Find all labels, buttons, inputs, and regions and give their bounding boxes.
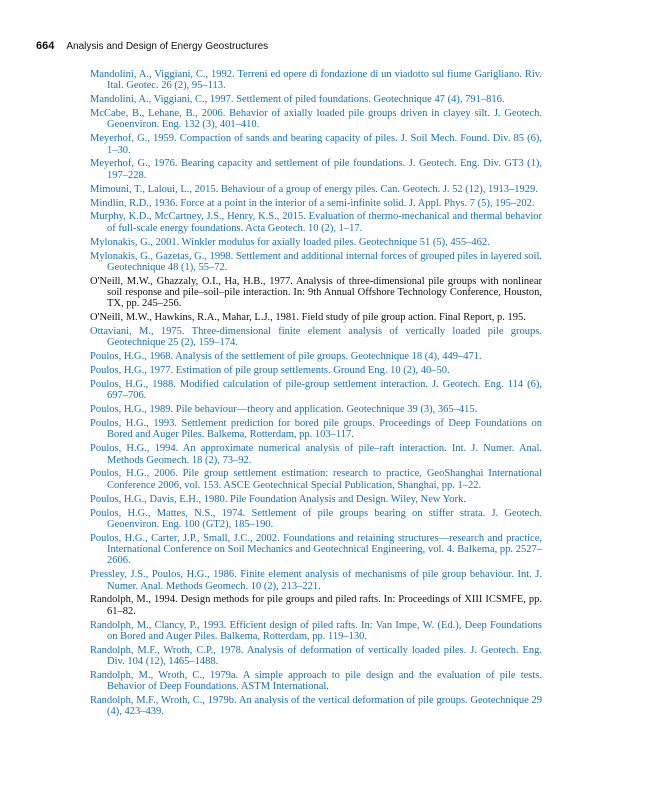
- reference-entry[interactable]: Mylonakis, G., Gazetas, G., 1998. Settlement and additional internal forces of grouped piles in layered soil. Geotechnique 48 (1), 55–72.: [90, 250, 542, 273]
- reference-entry: O'Neill, M.W., Hawkins, R.A., Mahar, L.J., 1981. Field study of pile group action. Final Report, p. 195.: [90, 312, 526, 324]
- reference-entry[interactable]: Poulos, H.G., Mattes, N.S., 1974. Settlement of pile groups bearing on stiffer strata. J. Geotech. Geoenviron. Eng. 100 (GT2), 185–190.: [90, 507, 542, 530]
- reference-entry[interactable]: Ottaviani, M., 1975. Three-dimensional finite element analysis of vertically loaded pile groups. Geotechnique 25 (2), 159–174.: [90, 326, 542, 349]
- reference-entry[interactable]: Randolph, M., Wroth, C., 1979a. A simple approach to pile design and the evaluation of pile tests. Behavior of Deep Foundations. ASTM International.: [90, 669, 542, 693]
- reference-entry[interactable]: Poulos, H.G., 1988. Modified calculation of pile-group settlement interaction. J. Geotech. Eng. 114 (6), 697–706.: [90, 379, 542, 402]
- reference-entry[interactable]: Poulos, H.G., 1994. An approximate numerical analysis of pile–raft interaction. Int. J. Numer. Anal. Methods Geomech. 18 (2), 73–92.: [90, 443, 542, 466]
- page-header: [36, 40, 268, 54]
- reference-entry[interactable]: Randolph, M.F., Wroth, C., 1979b. An analysis of the vertical deformation of pile groups. Geotechnique 29 (4), 423–439.: [90, 695, 542, 718]
- running-title: Analysis and Design of Energy Geostructures: [66, 41, 269, 52]
- reference-entry[interactable]: Mandolini, A., Viggiani, C., 1992. Terreni ed opere di fondazione di un viadotto sul fiume Garigliano. Riv. Ital. Geotec. 26 (2), 95–113.: [90, 69, 542, 92]
- reference-entry[interactable]: Randolph, M.F., Wroth, C.P., 1978. Analysis of deformation of vertically loaded piles. J. Geotech. Eng. Div. 104 (12), 1465–1488.: [90, 644, 542, 668]
- reference-entry[interactable]: McCabe, B., Lehane, B., 2006. Behavior of axially loaded pile groups driven in clayey silt. J. Geotech. Geoenviron. Eng. 132 (3), 401–410.: [90, 108, 542, 131]
- reference-entry[interactable]: Poulos, H.G., 1968. Analysis of the settlement of pile groups. Geotechnique 18 (4), 449–471.: [90, 351, 482, 363]
- reference-entry[interactable]: Poulos, H.G., 1989. Pile behaviour—theory and application. Geotechnique 39 (3), 365–415.: [90, 404, 478, 416]
- reference-list: [90, 69, 542, 720]
- reference-entry[interactable]: Mylonakis, G., 2001. Winkler modulus for axially loaded piles. Geotechnique 51 (5), 455–462.: [90, 236, 490, 248]
- reference-entry[interactable]: Poulos, H.G., Carter, J.P., Small, J.C., 2002. Foundations and retaining structures—research and practice, International Conference on Soil Mechanics and Geotechnical Engineering, vol. 4. Balkema, pp. 2527–2606.: [90, 532, 542, 567]
- reference-entry[interactable]: Randolph, M., Clancy, P., 1993. Efficient design of piled rafts. In: Van Impe, W. (Ed.), Deep Foundations on Bored and Auger Piles. Balkema, Rotterdam, pp. 119–130.: [90, 619, 542, 642]
- page-number: 664: [36, 40, 55, 52]
- reference-entry[interactable]: Poulos, H.G., 1977. Estimation of pile group settlements. Ground Eng. 10 (2), 40–50.: [90, 365, 450, 377]
- reference-entry: Randolph, M., 1994. Design methods for pile groups and piled rafts. In: Proceedings of XIII ICSMFE, pp. 61–82.: [90, 594, 542, 617]
- reference-entry: O'Neill, M.W., Ghazzaly, O.I., Ha, H.B., 1977. Analysis of three-dimensional pile groups with nonlinear soil response and pile–soil–pile interaction. In: 9th Annual Offshore Technology Conference, Houston, TX, pp. 245–256.: [90, 275, 542, 310]
- reference-entry[interactable]: Poulos, H.G., 1993. Settlement prediction for bored pile groups. Proceedings of Deep Foundations on Bored and Auger Piles. Balkema, Rotterdam, pp. 103–117.: [90, 418, 542, 441]
- reference-entry[interactable]: Mindlin, R.D., 1936. Force at a point in the interior of a semi-infinite solid. J. Appl. Phys. 7 (5), 195–202.: [90, 197, 535, 209]
- reference-entry[interactable]: Murphy, K.D., McCartney, J.S., Henry, K.S., 2015. Evaluation of thermo-mechanical and thermal behavior of full-scale energy foundations. Acta Geotech. 10 (2), 1–17.: [90, 211, 542, 234]
- reference-entry[interactable]: Poulos, H.G., 2006. Pile group settlement estimation: research to practice, GeoShanghai International Conference 2006, vol. 153. ASCE Geotechnical Special Publication, Shanghai, pp. 1–22.: [90, 468, 542, 491]
- reference-entry[interactable]: Mimouni, T., Laloui, L., 2015. Behaviour of a group of energy piles. Can. Geotech. J. 52 (12), 1913–1929.: [90, 183, 538, 195]
- reference-entry[interactable]: Meyerhof, G., 1959. Compaction of sands and bearing capacity of piles. J. Soil Mech. Found. Div. 85 (6), 1–30.: [90, 133, 542, 156]
- reference-entry[interactable]: Meyerhof, G., 1976. Bearing capacity and settlement of pile foundations. J. Geotech. Eng. Div. GT3 (1), 197–228.: [90, 158, 542, 181]
- reference-entry[interactable]: Mandolini, A., Viggiani, C., 1997. Settlement of piled foundations. Geotechnique 47 (4), 791–816.: [90, 94, 505, 106]
- reference-entry[interactable]: Poulos, H.G., Davis, E.H., 1980. Pile Foundation Analysis and Design. Wiley, New York.: [90, 493, 466, 505]
- reference-entry[interactable]: Pressley, J.S., Poulos, H.G., 1986. Finite element analysis of mechanisms of pile group behaviour. Int. J. Numer. Anal. Methods Geomech. 10 (2), 213–221.: [90, 569, 542, 592]
